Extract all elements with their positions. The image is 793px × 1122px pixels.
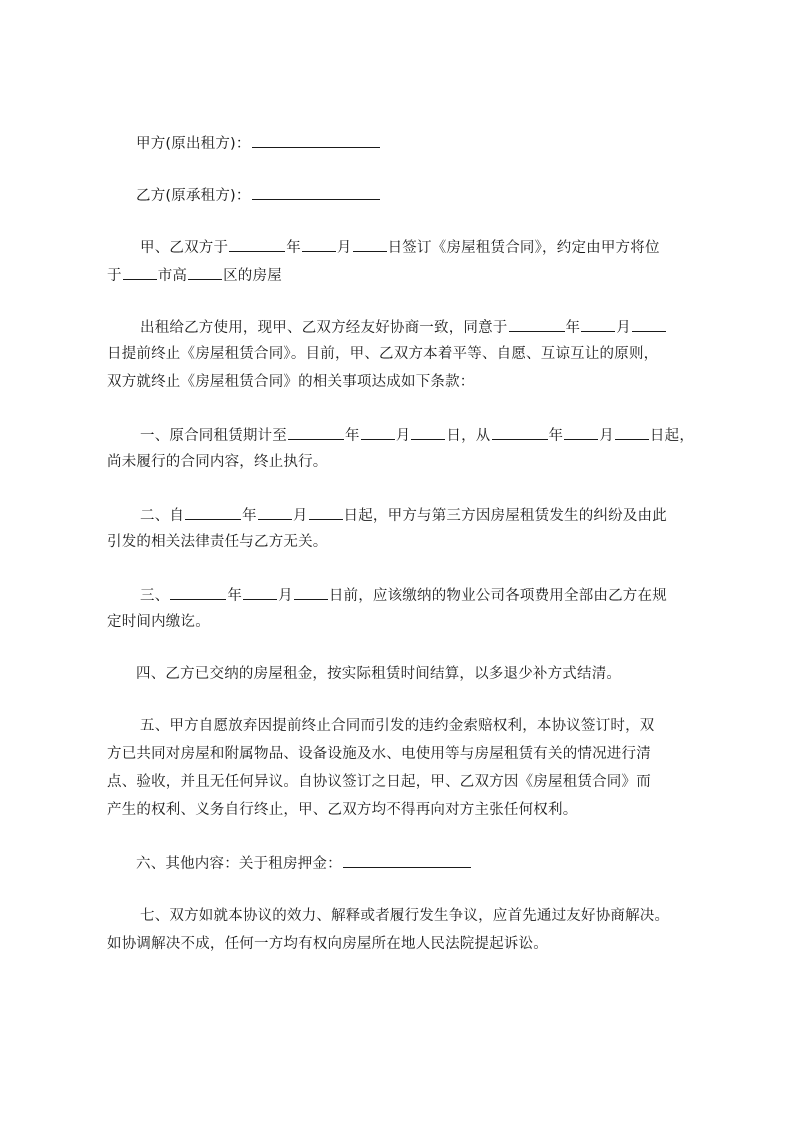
clause3-text: 日前，应该缴纳的物业公司各项费用全部由乙方在规	[328, 588, 667, 604]
clause6-label: 六、其他内容：关于租房押金：	[136, 856, 342, 872]
clause1-text: 年	[345, 428, 360, 444]
clause4-line-1	[136, 664, 621, 684]
intro-text: 于	[107, 268, 122, 284]
clause5-text: 点、验收，并且无任何异议。自协议签订之日起，甲、乙双方因《房屋租赁合同》而	[107, 774, 651, 790]
clause7-text: 七、双方如就本协议的效力、解释或者履行发生争议，应首先通过友好协商解决。	[140, 908, 670, 924]
clause2-text: 日起，甲方与第三方因房屋租赁发生的纠纷及由此	[343, 508, 667, 524]
date-blank-day	[353, 236, 387, 252]
party-a-label: 甲方(原出租方)：	[136, 136, 251, 152]
deposit-blank	[343, 852, 471, 868]
para1-line-3	[107, 372, 475, 392]
party-a-line	[136, 132, 381, 154]
clause2-text: 年	[242, 508, 257, 524]
clause7-text: 如协调解决不成，任何一方均有权向房屋所在地人民法院提起诉讼。	[107, 936, 548, 952]
party-b-line	[136, 184, 381, 206]
city-blank	[123, 264, 157, 280]
date-blank-year	[492, 424, 548, 440]
clause1-text: 年	[548, 428, 564, 444]
date-blank-month	[361, 424, 395, 440]
clause6-line-1	[136, 852, 472, 874]
intro-text: 区的房屋	[223, 268, 282, 284]
clause5-line-4	[107, 800, 577, 820]
clause5-text: 产生的权利、义务自行终止，甲、乙双方均不得再向对方主张任何权利。	[107, 802, 578, 818]
date-blank-year	[229, 236, 285, 252]
date-blank-year	[288, 424, 344, 440]
clause3-line-2	[107, 612, 210, 632]
clause3-text: 定时间内缴讫。	[107, 614, 210, 630]
para1-text: 双方就终止《房屋租赁合同》的相关事项达成如下条款：	[107, 374, 475, 390]
date-blank-month	[302, 236, 336, 252]
clause2-line-2	[107, 532, 328, 552]
intro-text: 日签订《房屋租赁合同》，约定由甲方将位	[387, 240, 660, 256]
para1-line-1	[140, 316, 667, 338]
clause7-line-2	[107, 934, 548, 954]
date-blank-day	[294, 584, 328, 600]
date-blank-year	[509, 316, 565, 332]
date-blank-month	[243, 584, 277, 600]
clause3-text: 年	[227, 588, 243, 604]
clause1-text: 日起，	[649, 428, 695, 444]
clause1-text: 尚未履行的合同内容，终止执行。	[107, 454, 328, 470]
clause1-text: 一、原合同租赁期计至	[140, 428, 287, 444]
clause5-line-2	[107, 744, 651, 764]
date-blank-year	[185, 504, 241, 520]
clause5-text: 方已共同对房屋和附属物品、设备设施及水、电使用等与房屋租赁有关的情况进行清	[107, 746, 651, 762]
date-blank-year	[170, 584, 226, 600]
para1-text: 出租给乙方使用，现甲、乙双方经友好协商一致，同意于	[140, 320, 508, 336]
date-blank-day	[411, 424, 445, 440]
intro-line-2	[107, 264, 282, 286]
intro-text: 甲、乙双方于	[140, 240, 229, 256]
party-a-blank	[252, 132, 380, 148]
date-blank-day	[615, 424, 649, 440]
clause1-line-2	[107, 452, 328, 472]
clause1-text: 日，从	[446, 428, 491, 444]
clause1-text: 月	[599, 428, 614, 444]
clause1-line-1	[140, 424, 694, 446]
intro-line-1	[140, 236, 660, 258]
intro-text: 年	[286, 240, 301, 256]
para1-line-2	[107, 344, 658, 364]
date-blank-day	[632, 316, 666, 332]
clause2-text: 月	[292, 508, 308, 524]
clause5-text: 五、甲方自愿放弃因提前终止合同而引发的违约金索赔权利，本协议签订时，双	[140, 718, 655, 734]
clause2-text: 引发的相关法律责任与乙方无关。	[107, 534, 328, 550]
clause2-text: 二、自	[140, 508, 185, 524]
para1-text: 月	[616, 320, 631, 336]
party-b-blank	[252, 184, 380, 200]
clause7-line-1	[140, 906, 669, 926]
clause2-line-1	[140, 504, 667, 526]
date-blank-month	[581, 316, 615, 332]
intro-text: 月	[336, 240, 352, 256]
clause3-line-1	[140, 584, 667, 606]
clause1-text: 月	[395, 428, 411, 444]
date-blank-day	[309, 504, 343, 520]
date-blank-month	[564, 424, 598, 440]
para1-text: 年	[565, 320, 581, 336]
clause5-line-1	[140, 716, 655, 736]
clause3-text: 三、	[140, 588, 170, 604]
intro-text: 市高	[157, 268, 188, 284]
date-blank-month	[258, 504, 292, 520]
clause4-text: 四、乙方已交纳的房屋租金，按实际租赁时间结算，以多退少补方式结清。	[136, 666, 622, 682]
para1-text: 日提前终止《房屋租赁合同》。目前，甲、乙双方本着平等、自愿、互谅互让的原则，	[107, 346, 659, 362]
clause5-line-3	[107, 772, 651, 792]
clause3-text: 月	[278, 588, 293, 604]
party-b-label: 乙方(原承租方)：	[136, 188, 251, 204]
district-blank	[188, 264, 222, 280]
